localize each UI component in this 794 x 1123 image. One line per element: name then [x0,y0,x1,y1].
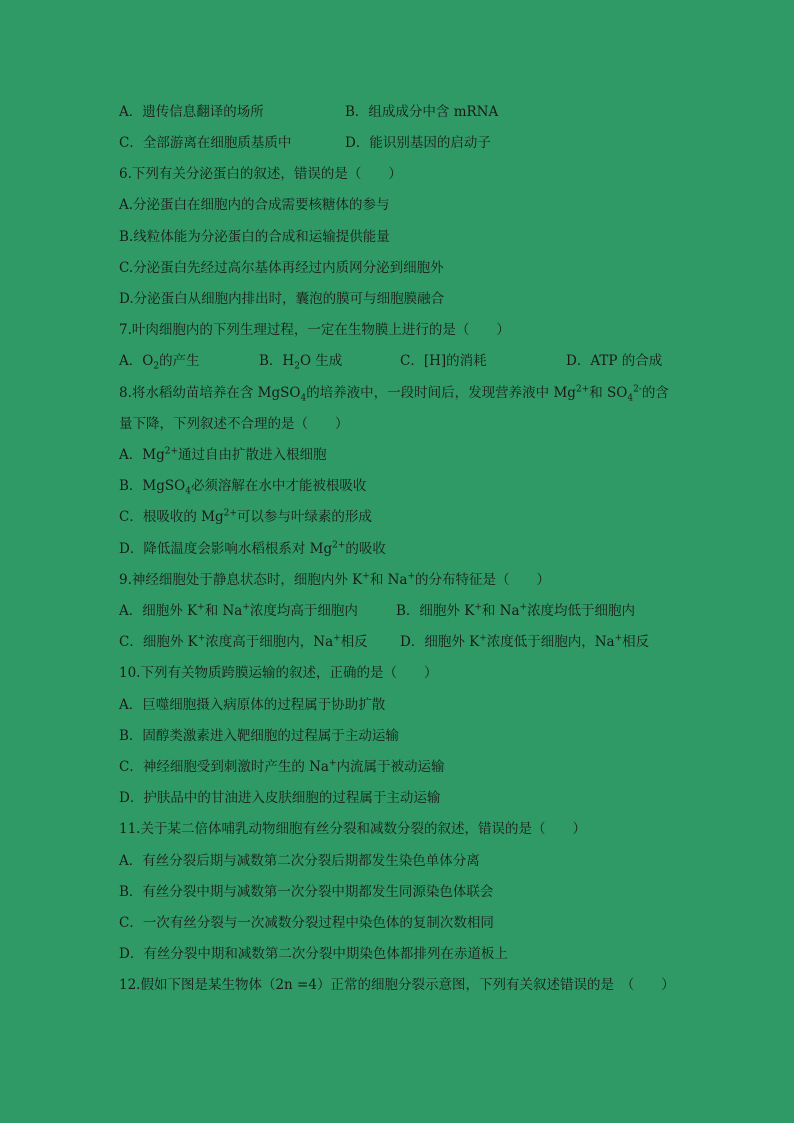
q7-option-d: D．ATP 的合成 [566,353,663,369]
q6-option-b: B.线粒体能为分泌蛋白的合成和运输提供能量 [119,229,390,245]
q7-option-a: A．$O_2$的产生 [119,353,200,372]
q9-options-row-1 [119,602,636,620]
q10-option-d: D．护肤品中的甘油进入皮肤细胞的过程属于主动运输 [119,790,441,806]
q9-options-row-2 [119,633,650,651]
q8-option-d: D．降低温度会影响水稻根系对 $Mg^{2+}$的吸收 [119,540,386,557]
q8-stem-line-1: 8.将水稻幼苗培养在含 MgSO$_4$的培养液中，一段时间后，发现营养液中 $Mg^{2+}$和 $SO_4^{2-}$的含 [119,384,669,404]
q6-option-d: D.分泌蛋白从细胞内排出时，囊泡的膜可与细胞膜融合 [119,291,445,307]
q10-option-c: C．神经细胞受到刺激时产生的 Na+内流属于被动运输 [119,758,445,775]
q7-stem: 7.叶肉细胞内的下列生理过程，一定在生物膜上进行的是（ ） [119,322,510,338]
q7-option-b: B．$H_2O$ 生成 [259,353,343,372]
q9-option-a: A．细胞外 K+和 Na+浓度均高于细胞内 [119,602,358,619]
q6-option-c: C.分泌蛋白先经过高尔基体再经过内质网分泌到细胞外 [119,260,444,276]
q5-option-c: C．全部游离在细胞质基质中 [119,135,292,151]
q9-option-c: C．细胞外 K+浓度高于细胞内，Na+相反 [119,633,368,650]
q5-option-d: D．能识别基因的启动子 [345,135,491,151]
q8-option-b: B．MgSO$_4$必须溶解在水中才能被根吸收 [119,478,367,497]
q8-option-a: A．$Mg^{2+}$通过自由扩散进入根细胞 [119,446,327,463]
q8-option-c: C．根吸收的 $Mg^{2+}$可以参与叶绿素的形成 [119,508,372,525]
q10-stem: 10.下列有关物质跨膜运输的叙述，正确的是（ ） [119,665,438,681]
q10-option-a: A．巨噬细胞摄入病原体的过程属于协助扩散 [119,697,386,713]
q5-option-b: B．组成成分中含 mRNA [345,104,499,120]
q11-option-c: C．一次有丝分裂与一次减数分裂过程中染色体的复制次数相同 [119,915,494,931]
q11-option-a: A．有丝分裂后期与减数第二次分裂后期都发生染色单体分离 [119,853,480,869]
q9-stem: 9.神经细胞处于静息状态时，细胞内外 K+和 Na+的分布特征是（ ） [119,571,551,588]
q11-stem: 11.关于某二倍体哺乳动物细胞有丝分裂和减数分裂的叙述，错误的是（ ） [119,821,586,837]
q7-options-row [119,352,663,372]
q5-options-row-2 [119,134,491,152]
q7-option-c: C．[H]的消耗 [400,353,487,369]
q9-option-d: D．细胞外 K+浓度低于细胞内，Na+相反 [400,633,650,650]
q10-option-b: B．固醇类激素进入靶细胞的过程属于主动运输 [119,728,399,744]
q12-stem: 12.假如下图是某生物体（2n =4）正常的细胞分裂示意图，下列有关叙述错误的是 （ ） [119,977,675,993]
q8-stem-line-2: 量下降，下列叙述不合理的是（ ） [119,416,349,432]
q11-option-d: D．有丝分裂中期和减数第二次分裂中期染色体都排列在赤道板上 [119,946,508,962]
q6-option-a: A.分泌蛋白在细胞内的合成需要核糖体的参与 [119,197,390,213]
q5-options-row-1 [119,103,499,121]
q9-option-b: B．细胞外 K+和 Na+浓度均低于细胞内 [396,602,636,619]
q6-stem: 6.下列有关分泌蛋白的叙述，错误的是（ ） [119,166,402,182]
q11-option-b: B．有丝分裂中期与减数第一次分裂中期都发生同源染色体联会 [119,884,494,900]
q5-option-a: A．遗传信息翻译的场所 [119,104,264,120]
